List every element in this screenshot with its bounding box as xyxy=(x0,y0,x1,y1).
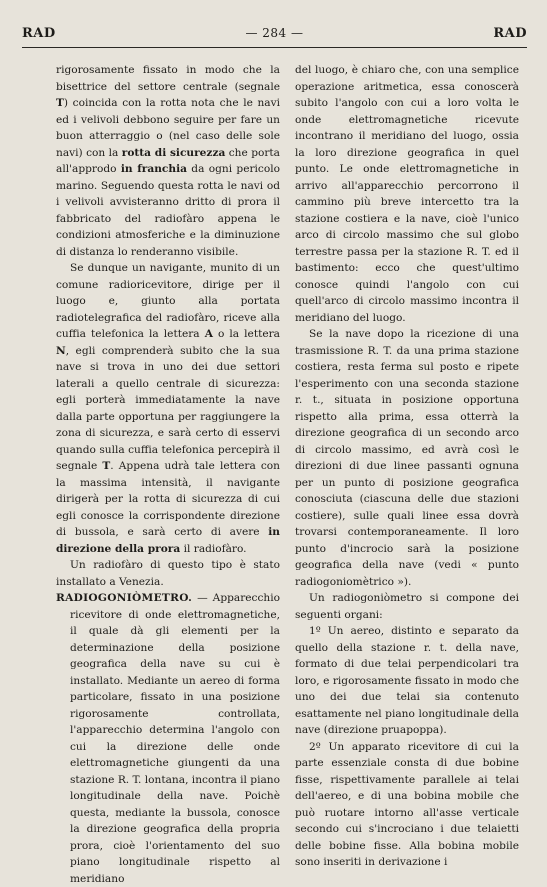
header-right-keyword: RAD xyxy=(493,26,527,41)
entry-radiogoniometro: RADIOGONIÒMETRO. — Apparecchio ricevitore di onde elettromagnetiche, il quale dà gli elementi per la determinazione della posizione geografica della nave su cui è installato. Mediante un aereo di forma particolare, fissato in una posizione rigorosamente controllata, l'apparecchio determina l'angolo con cui la direzione delle onde elettromagnetiche giungenti da una stazione R. T. lontana, incontra il piano longitudinale della nave. Poichè questa, mediante la bussola, conosce la direzione geografica della propria prora, cioè l'orientamento del suo piano longitudinale rispetto al meridiano xyxy=(56,592,280,885)
header-left-keyword: RAD xyxy=(22,26,56,41)
paragraph: rigorosamente fissato in modo che la bisettrice del settore centrale (segnale T) coincida con la rotta nota che le navi ed i velivoli debbono seguire per fare un buon atterraggio o (nel caso delle sole navi) con la rotta di sicurezza che porta all'approdo in franchia da ogni pericolo marino. Seguendo questa rotta le navi od i velivoli avvisteranno dritto di prora il fabbricato del radiofàro appena le condizioni atmosferiche e la diminuzione di distanza lo renderanno visibile. xyxy=(56,64,280,258)
running-header xyxy=(22,26,527,46)
list-item: 2º Un apparato ricevitore di cui la parte essenziale consta di due bobine fisse, rispettivamente parallele ai telai dell'aereo, e di una bobina mobile che può ruotare intorno all'asse verticale secondo cui s'incrociano i due telaietti delle bobine fisse. Alla bobina mobile sono inseriti in derivazione i xyxy=(295,740,519,868)
header-rule xyxy=(22,47,527,48)
paragraph: Se la nave dopo la ricezione di una trasmissione R. T. da una prima stazione costiera, resta ferma sul posto e ripete l'esperimento con una seconda stazione r. t., situata in posizione opportuna rispetto alla prima, essa otterrà la direzione geografica di un secondo arco di circolo massimo, ed avrà così le direzioni di due linee passanti ognuna per un punto di posizione geografica conosciuta (ciascuna delle due stazioni costiere), sulle quali linee essa dovrà trovarsi contemporaneamente. Il loro punto d'incrocio sarà la posizione geografica della nave (vedi « punto radiogoniomètrico »). xyxy=(295,328,519,588)
list-item: 1º Un aereo, distinto e separato da quello della stazione r. t. della nave, formato di due telai perpendicolari tra loro, e rigorosamente fissato in modo che uno dei due telai sia contenuto esattamente nel piano longitudinale della nave (direzione pruapoppa). xyxy=(295,625,519,736)
paragraph: del luogo, è chiaro che, con una semplice operazione aritmetica, essa conoscerà subito l'angolo con cui a loro volta le onde elettromagnetiche ricevute incontrano il meridiano del luogo, ossia la loro direzione geografica in quel punto. Le onde elettromagnetiche in arrivo all'apparecchio percorrono il cammino più breve intercetto tra la stazione costiera e la nave, cioè l'unico arco di circolo massimo che sul globo terrestre passa per la stazione R. T. ed il bastimento: ecco che quest'ultimo conosce quindi l'angolo con cui quell'arco di circolo massimo incontra il meridiano del luogo. xyxy=(295,64,519,324)
paragraph: Un radiogoniòmetro si compone dei seguenti organi: xyxy=(295,592,519,621)
page-number: — 284 — xyxy=(245,26,304,40)
paragraph: Un radiofàro di questo tipo è stato installato a Venezia. xyxy=(56,559,280,588)
right-column xyxy=(295,62,519,871)
entry-headword: RADIOGONIÒMETRO. xyxy=(56,592,193,604)
left-column xyxy=(56,62,280,887)
paragraph: Se dunque un navigante, munito di un comune radioricevitore, dirige per il luogo e, giunto alla portata radiotelegrafica del radiofàro, riceve alla cuffia telefonica la lettera A o la lettera N, egli comprenderà subito che la sua nave si trova in uno dei due settori laterali a quello centrale di sicurezza: egli porterà immediatamente la nave dalla parte opportuna per raggiungere la zona di sicurezza, e sarà certo di esservi quando sulla cuffia telefonica percepirà il segnale T. Appena udrà tale lettera con la massima intensità, il navigante dirigerà per la rotta di sicurezza di cui egli conosce la corrispondente direzione di bussola, e sarà certo di avere in direzione della prora il radiofàro. xyxy=(56,262,281,555)
